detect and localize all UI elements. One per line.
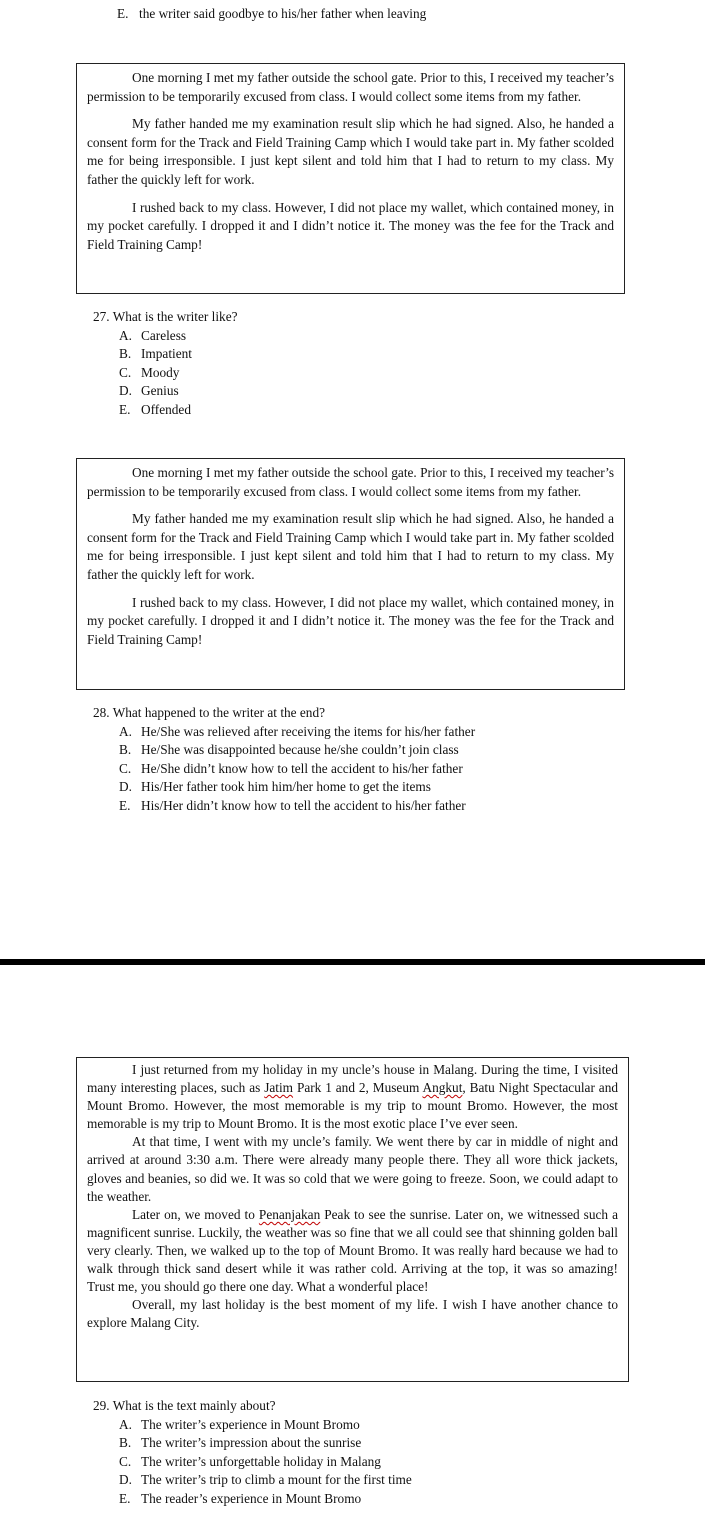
option-text: the writer said goodbye to his/her father when leaving <box>139 6 427 21</box>
option-letter: C. <box>119 760 132 776</box>
question-28 <box>93 704 475 816</box>
option-b[interactable] <box>119 741 475 760</box>
option-text: The writer’s experience in Mount Bromo <box>141 1416 360 1432</box>
passage-paragraph: Later on, we moved to Penanjakan Peak to see the sunrise. Later on, we witnessed such a magnificent sunrise. Luckily, the weather was so fine that we all could see that shinning golden ball very clearly. Then, we walked up to the top of Mount Bromo. It was really hard because we had to walk through thick sand desert while it was rather cold. Arriving at the top, it was so amazing! Trust me, you should go there one day. What a wonderful place! <box>87 1206 618 1295</box>
option-letter: A. <box>119 327 132 343</box>
option-text: The writer’s unforgettable holiday in Malang <box>141 1453 381 1469</box>
option-text: His/Her father took him him/her home to get the items <box>141 779 431 795</box>
question-stem: 29. What is the text mainly about? <box>93 1398 276 1413</box>
option-text: He/She didn’t know how to tell the accident to his/her father <box>141 760 463 776</box>
passage-paragraph: One morning I met my father outside the school gate. Prior to this, I received my teacher’s permission to be temporarily excused from class. I would collect some items from my father. <box>87 465 614 499</box>
misspelled-word: Penanjakan <box>258 1206 321 1222</box>
option-a[interactable] <box>119 1416 412 1435</box>
reading-passage-box-1 <box>76 63 625 294</box>
option-e[interactable] <box>119 401 238 420</box>
options-list <box>93 723 475 816</box>
option-d[interactable] <box>119 1471 412 1490</box>
option-letter: D. <box>119 383 132 399</box>
option-d[interactable] <box>119 382 238 401</box>
question-29 <box>93 1397 412 1509</box>
option-text: He/She was relieved after receiving the items for his/her father <box>141 723 476 739</box>
page-separator <box>0 959 705 965</box>
option-letter: B. <box>119 346 132 362</box>
option-letter: B. <box>119 1435 132 1451</box>
option-letter: D. <box>119 1472 132 1488</box>
option-text: Careless <box>141 327 187 343</box>
option-text: Genius <box>141 383 179 399</box>
option-d[interactable] <box>119 778 475 797</box>
passage-paragraph: I just returned from my holiday in my uncle’s house in Malang. During the time, I visited many interesting places, such as Jatim Park 1 and 2, Museum Angkut, Batu Night Spectacular and Mount Bromo. However, the most memorable is my trip to mount Bromo. However, the most memorable is my trip to Mount Bromo. It is the most exotic place I’ve ever seen. <box>87 1062 618 1132</box>
option-a[interactable] <box>119 723 475 742</box>
option-letter: E. <box>117 6 129 21</box>
option-letter: E. <box>119 1490 131 1506</box>
question-27 <box>93 308 238 420</box>
option-e-previous <box>117 5 426 24</box>
option-c[interactable] <box>119 1453 412 1472</box>
option-e[interactable] <box>119 797 475 816</box>
option-text: Offended <box>141 401 191 417</box>
passage-paragraph: Overall, my last holiday is the best moment of my life. I wish I have another chance to explore Malang City. <box>87 1297 618 1331</box>
option-letter: E. <box>119 797 131 813</box>
option-text: Moody <box>141 364 180 380</box>
misspelled-word: Angkut <box>422 1080 463 1096</box>
option-letter: C. <box>119 364 132 380</box>
question-stem: 27. What is the writer like? <box>93 309 238 324</box>
option-a[interactable] <box>119 327 238 346</box>
options-list <box>93 1416 412 1509</box>
option-letter: A. <box>119 1416 132 1432</box>
option-text: The reader’s experience in Mount Bromo <box>141 1490 362 1506</box>
passage-paragraph: I rushed back to my class. However, I did not place my wallet, which contained money, in my pocket carefully. I dropped it and I didn’t notice it. The money was the fee for the Track and Field Training Camp! <box>87 199 614 252</box>
passage-paragraph: One morning I met my father outside the school gate. Prior to this, I received my teacher’s permission to be temporarily excused from class. I would collect some items from my father. <box>87 70 614 104</box>
passage-paragraph: My father handed me my examination result slip which he had signed. Also, he handed a consent form for the Track and Field Training Camp which I would take part in. My father scolded me for being irresponsible. I just kept silent and told him that I had to return to my class. My father the quickly left for work. <box>87 116 614 187</box>
option-c[interactable] <box>119 760 475 779</box>
option-text: The writer’s trip to climb a mount for the first time <box>141 1472 412 1488</box>
option-text: His/Her didn’t know how to tell the accident to his/her father <box>141 797 466 813</box>
option-e[interactable] <box>119 1490 412 1509</box>
option-text: He/She was disappointed because he/she couldn’t join class <box>141 742 459 758</box>
option-letter: C. <box>119 1453 132 1469</box>
passage-paragraph: At that time, I went with my uncle’s family. We went there by car in middle of night and arrived at around 3:30 a.m. There were already many people there. They all wore thick jackets, gloves and beanies, so did we. It was so cold that we were going to freeze. Soon, we could adapt to the weather. <box>87 1134 618 1204</box>
options-list <box>93 327 238 420</box>
option-letter: E. <box>119 401 131 417</box>
passage-paragraph: I rushed back to my class. However, I did not place my wallet, which contained money, in my pocket carefully. I dropped it and I didn’t notice it. The money was the fee for the Track and Field Training Camp! <box>87 594 614 647</box>
reading-passage-box-2 <box>76 458 625 690</box>
option-b[interactable] <box>119 1434 412 1453</box>
option-letter: B. <box>119 742 132 758</box>
reading-passage-box-3 <box>76 1057 629 1382</box>
option-letter: A. <box>119 723 132 739</box>
option-letter: D. <box>119 779 132 795</box>
question-stem: 28. What happened to the writer at the end? <box>93 705 325 720</box>
misspelled-word: Jatim <box>264 1080 294 1096</box>
option-text: The writer’s impression about the sunrise <box>141 1435 362 1451</box>
option-b[interactable] <box>119 345 238 364</box>
passage-paragraph: My father handed me my examination result slip which he had signed. Also, he handed a consent form for the Track and Field Training Camp which I would take part in. My father scolded me for being irresponsible. I just kept silent and told him that I had to return to my class. My father the quickly left for work. <box>87 511 614 582</box>
option-c[interactable] <box>119 364 238 383</box>
option-text: Impatient <box>141 346 192 362</box>
